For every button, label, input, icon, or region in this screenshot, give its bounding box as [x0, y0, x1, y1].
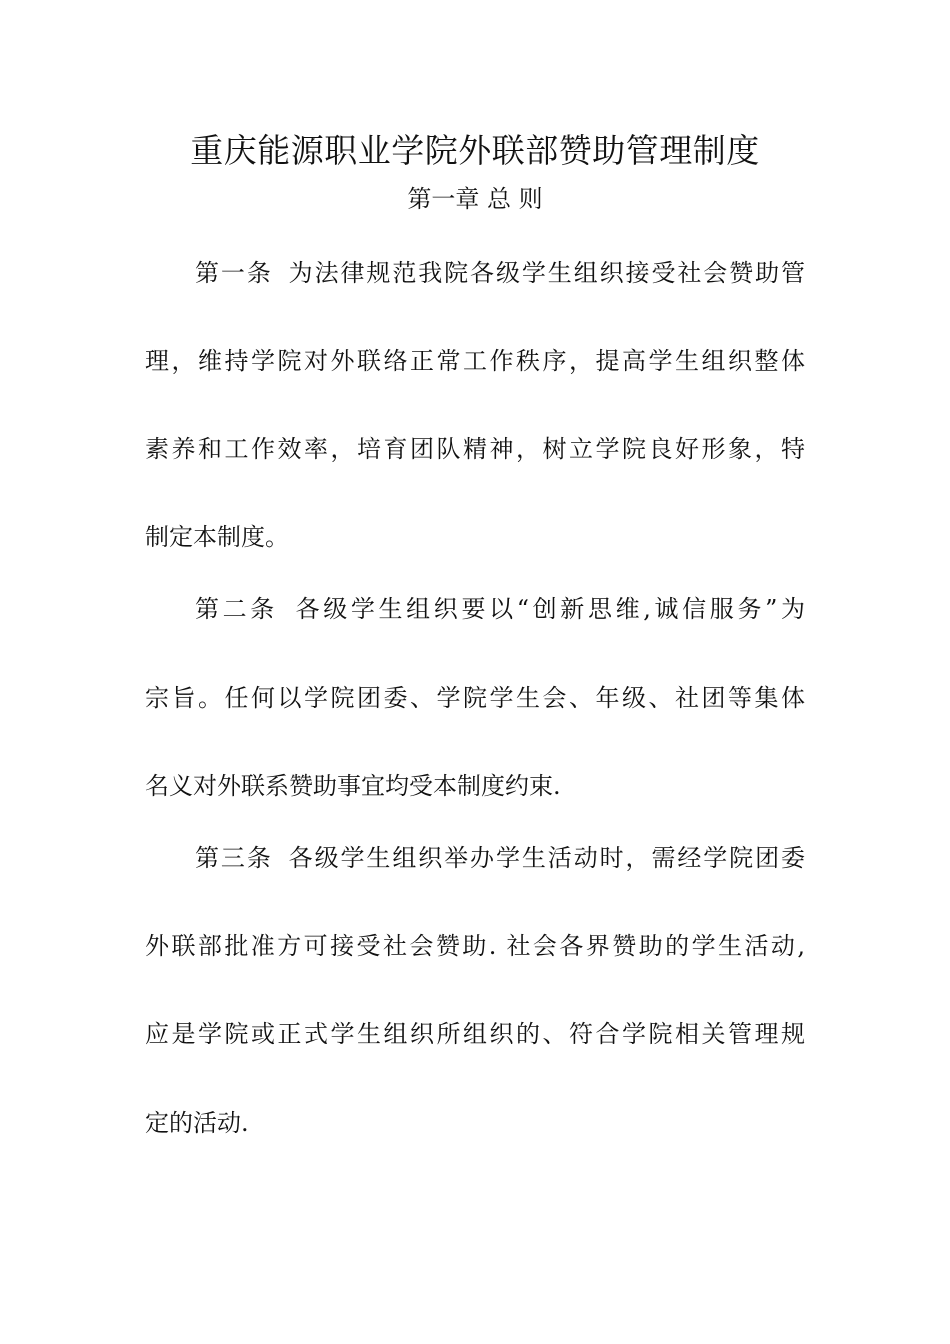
- article-1-line-2: 理，维持学院对外联络正常工作秩序，提高学生组织整体: [145, 347, 805, 375]
- article-1-label: 第一条: [195, 259, 273, 287]
- article-2-line-2: 宗旨。任何以学院团委、学院学生会、年级、社团等集体: [145, 684, 805, 712]
- article-2-label: 第二条: [195, 595, 278, 623]
- article-1-text: 为法律规范我院各级学生组织接受社会赞助管: [286, 259, 806, 287]
- article-3-line-4: 定的活动.: [145, 1109, 249, 1137]
- article-3-text: 各级学生组织举办学生活动时，需经学院团委: [286, 844, 806, 872]
- article-1-line-4: 制定本制度。: [145, 523, 289, 551]
- article-1-line-3: 素养和工作效率，培育团队精神，树立学院良好形象，特: [145, 435, 805, 463]
- article-2-line-3: 名义对外联系赞助事宜均受本制度约束.: [145, 772, 561, 800]
- article-2-line-1: [195, 592, 805, 626]
- document-title: 重庆能源职业学院外联部赞助管理制度: [190, 131, 760, 170]
- article-3-line-1: [195, 841, 805, 875]
- article-1-line-1: [195, 256, 805, 290]
- chapter-heading: 第一章 总 则: [407, 185, 543, 213]
- article-2-text: 各级学生组织要以“创新思维,诚信服务”为: [291, 595, 805, 623]
- article-3-line-2: 外联部批准方可接受社会赞助. 社会各界赞助的学生活动,: [145, 932, 805, 960]
- article-3-label: 第三条: [195, 844, 273, 872]
- article-3-line-3: 应是学院或正式学生组织所组织的、符合学院相关管理规: [145, 1020, 805, 1048]
